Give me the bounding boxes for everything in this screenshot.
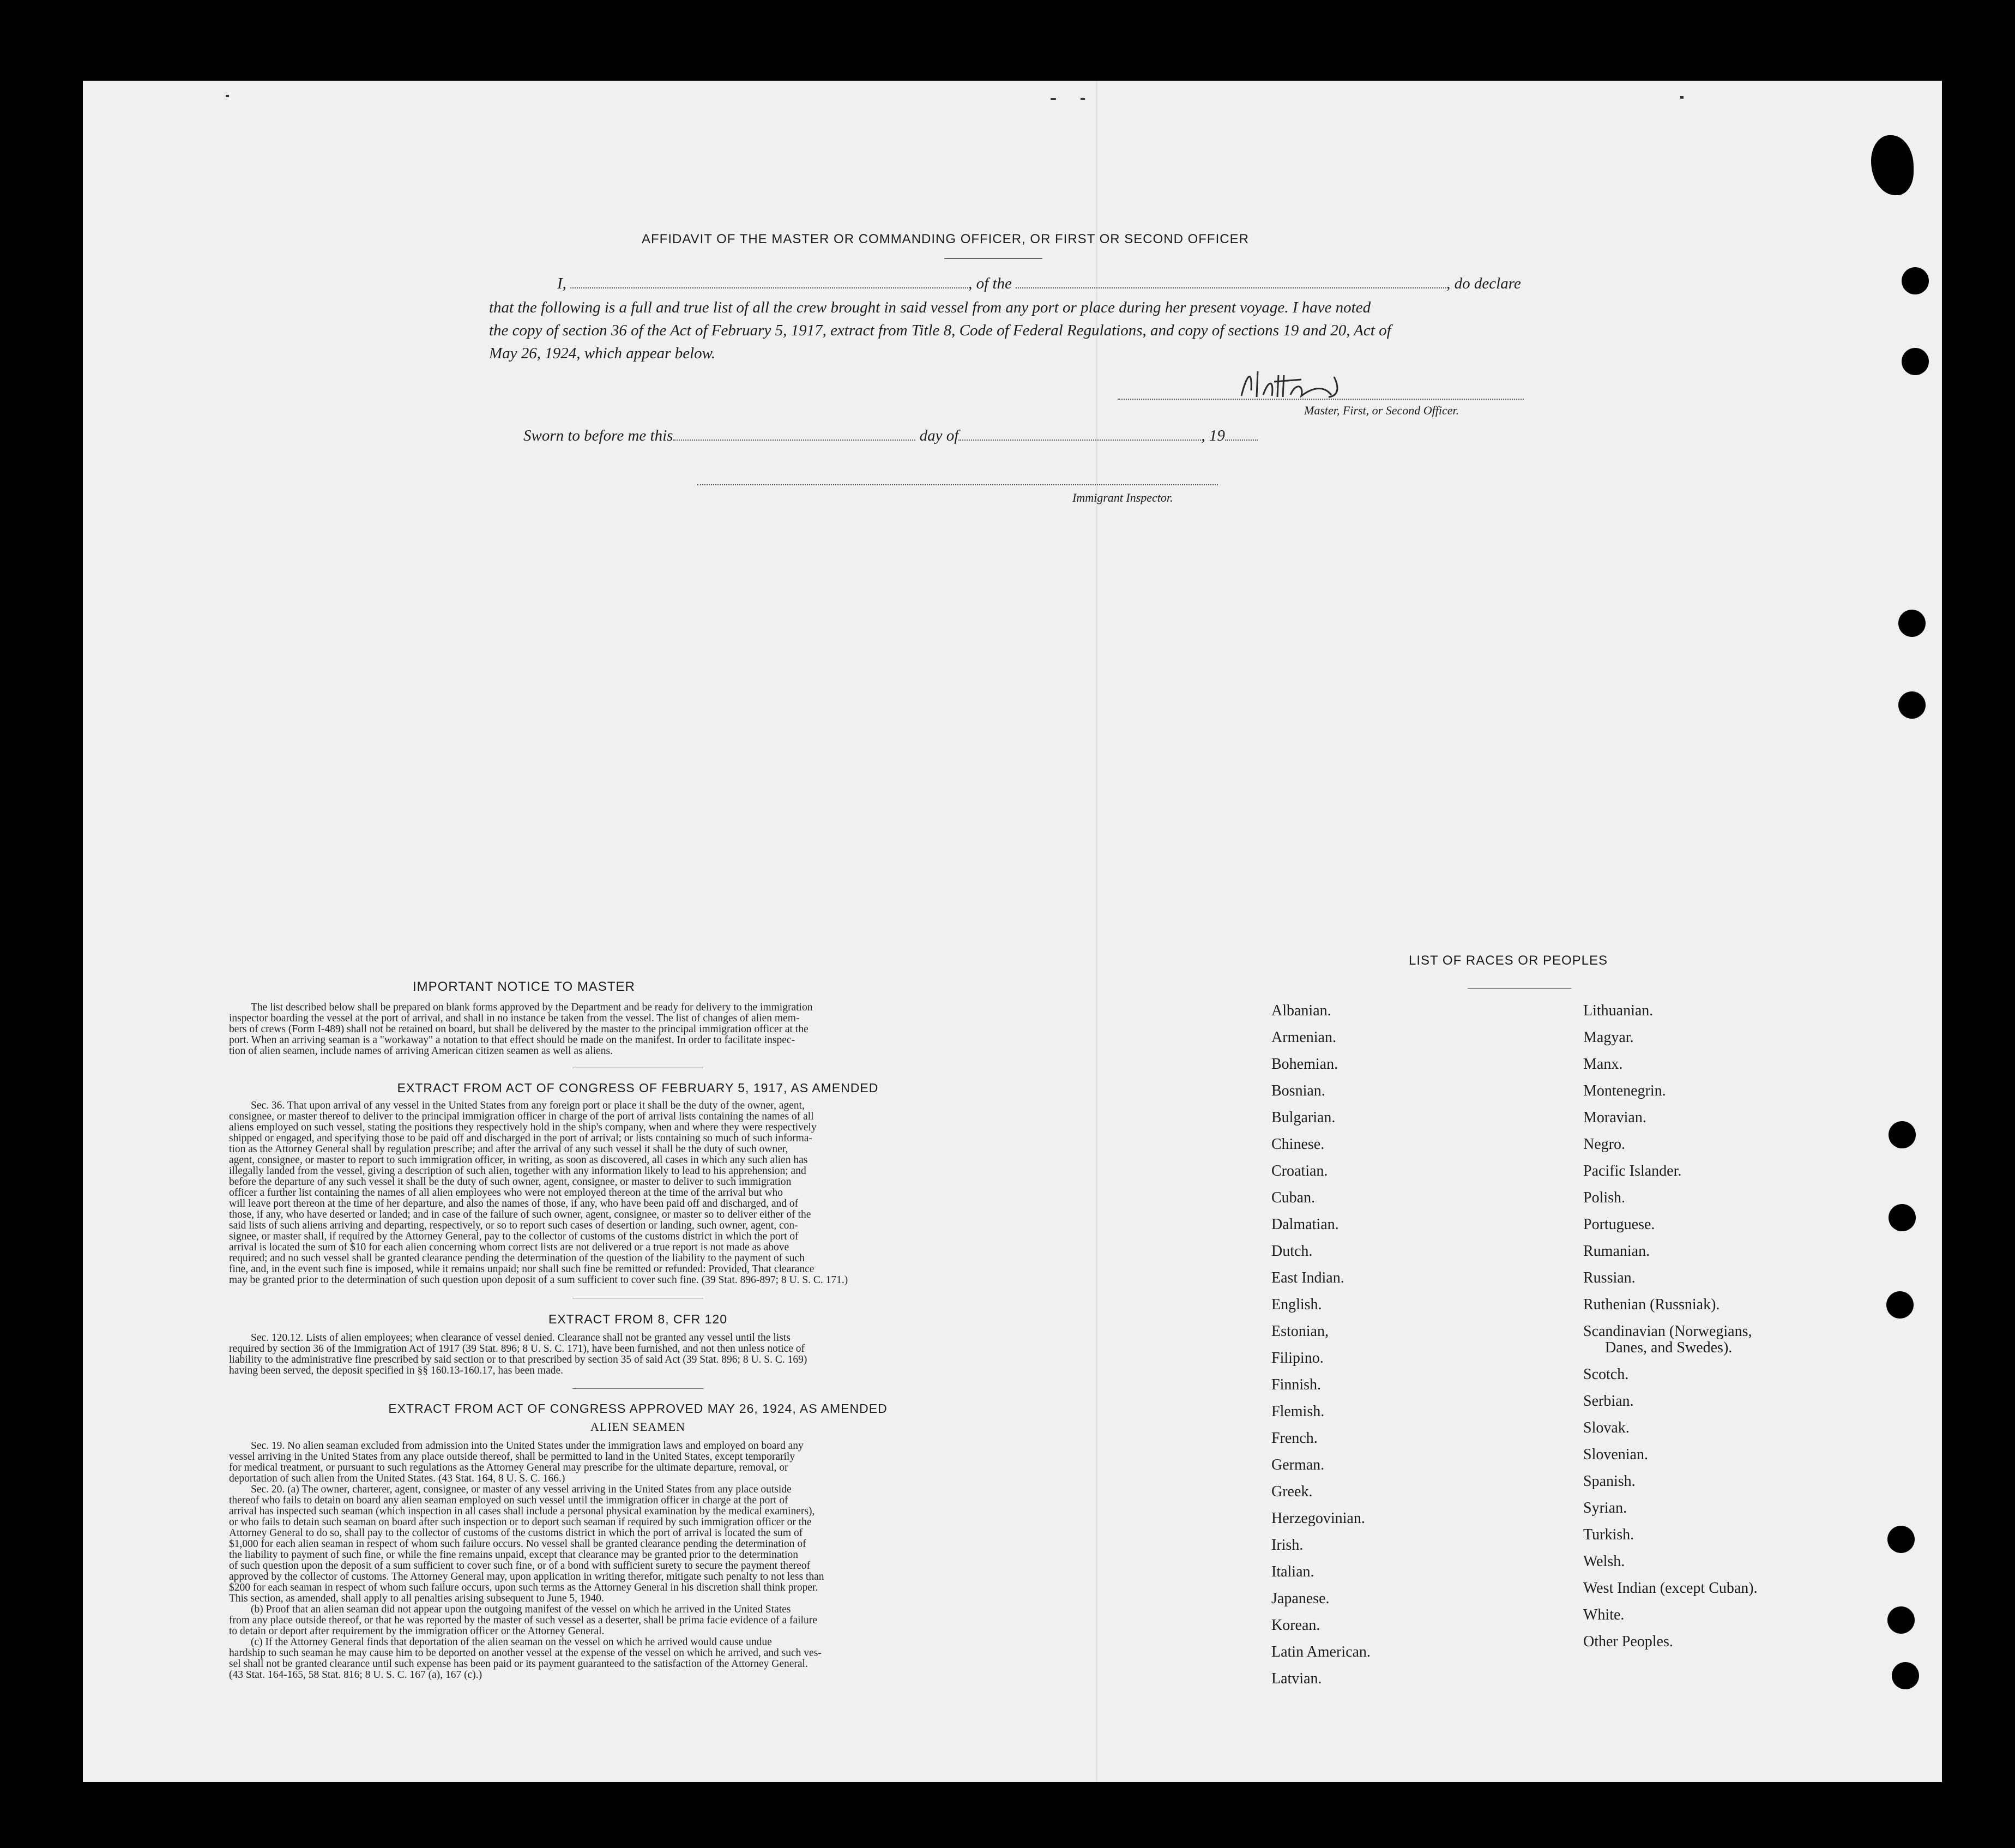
binder-hole (1902, 267, 1929, 294)
race-item: Scotch. (1583, 1366, 1629, 1383)
race-item: Croatian. (1271, 1163, 1328, 1179)
race-item: Montenegrin. (1583, 1082, 1666, 1099)
extract-line: Sec. 19. No alien seaman excluded from admission into the United States under the immigration laws and employed on board any (251, 1440, 804, 1452)
extract-line: (b) Proof that an alien seaman did not appear upon the outgoing manifest of the vessel on which he arrived in the United States (251, 1604, 791, 1615)
race-item: Estonian, (1271, 1323, 1329, 1340)
heading-underline (944, 258, 1042, 259)
extract-line: hardship to such seaman he may cause him to be deported on another vessel at the expense of the vessel on which he arrived, and such ves- (229, 1647, 822, 1659)
extract-line: vessel arriving in the United States from any place outside thereof, shall be permitted to land in the United States, except temporarily (229, 1451, 795, 1462)
race-item: Albanian. (1271, 1002, 1331, 1019)
extract-1924-subheading: ALIEN SEAMEN (590, 1420, 685, 1434)
race-item: Italian. (1271, 1563, 1314, 1580)
extract-cfr-body (229, 1333, 1047, 1376)
binder-hole (1886, 1291, 1914, 1319)
race-item: English. (1271, 1296, 1322, 1313)
extract-line: $1,000 for each alien seaman in respect of whom such failure occurs. No vessel shall be granted clearance pending the determination of (229, 1538, 806, 1550)
notice-body (229, 1002, 1047, 1057)
extract-line: of such question upon the deposit of a sum sufficient to cover such fine, or of a bond with sufficient surety to secure the payment thereof (229, 1560, 811, 1572)
race-item: Armenian. (1271, 1029, 1336, 1046)
race-item: Latvian. (1271, 1670, 1322, 1687)
year-blank[interactable] (1225, 439, 1258, 441)
affidavit-line-1: I, , of the , do declare (557, 275, 1521, 292)
ink-blot (1871, 135, 1914, 195)
race-item: Dutch. (1271, 1243, 1313, 1260)
notice-line: inspector boarding the vessel at the port of arrival, and shall in no instance be taken from the vessel. The list of changes of alien mem- (229, 1013, 800, 1024)
race-item: Spanish. (1583, 1473, 1636, 1490)
affidavit-line-4: May 26, 1924, which appear below. (489, 345, 716, 362)
race-item: Bosnian. (1271, 1082, 1325, 1099)
extract-line: having been served, the deposit specified in §§ 160.13-160.17, has been made. (229, 1365, 564, 1376)
race-item: Scandinavian (Norwegians, (1583, 1323, 1752, 1340)
race-item: Flemish. (1271, 1403, 1325, 1420)
day-blank[interactable] (673, 439, 915, 441)
extract-line: said lists of such aliens arriving and departing, respectively, or so to report such cases of desertion or landing, such owner, agent, con- (229, 1220, 798, 1231)
notice-line: The list described below shall be prepared on blank forms approved by the Department and be ready for delivery to the immigration (251, 1002, 813, 1013)
extract-line: shipped or engaged, and specifying those to be paid off and discharged in the port of arrival; or lists containing so much of such informa- (229, 1133, 812, 1144)
extract-line: thereof who fails to detain on board any alien seaman employed on such vessel until the immigration officer in charge at the port of (229, 1495, 788, 1506)
race-item: Lithuanian. (1583, 1002, 1654, 1019)
extract-line: (c) If the Attorney General finds that deportation of the alien seaman on the vessel on which he arrived would cause undue (251, 1636, 772, 1648)
notice-heading: IMPORTANT NOTICE TO MASTER (413, 979, 635, 994)
race-item: Portuguese. (1583, 1216, 1655, 1233)
scan-speck (1051, 98, 1056, 100)
extract-line: signee, or master shall, if required by the Attorney General, pay to the collector of customs of the customs district in which the port of (229, 1231, 799, 1242)
affidavit-heading: AFFIDAVIT OF THE MASTER OR COMMANDING OFFICER, OR FIRST OR SECOND OFFICER (642, 232, 1249, 246)
race-item: Bohemian. (1271, 1056, 1338, 1073)
name-blank[interactable] (570, 287, 968, 288)
race-item: Other Peoples. (1583, 1633, 1673, 1650)
race-item: West Indian (except Cuban). (1583, 1580, 1758, 1597)
extract-line: Sec. 36. That upon arrival of any vessel in the United States from any foreign port or place it shall be the duty of the owner, agent, (251, 1100, 805, 1111)
race-item: Greek. (1271, 1483, 1313, 1500)
extract-line: arrival is located the sum of $10 for each alien concerning whom correct lists are not delivered or a true report is not made as above (229, 1242, 789, 1253)
race-item: German. (1271, 1456, 1325, 1473)
extract-line: Sec. 120.12. Lists of alien employees; when clearance of vessel denied. Clearance shall not be granted any vessel until the lists (251, 1332, 791, 1344)
binder-hole (1889, 1204, 1916, 1231)
race-item: Slovenian. (1583, 1446, 1648, 1463)
extract-line: required by section 36 of the Immigration Act of 1917 (39 Stat. 896; 8 U. S. C. 171), have been furnished, and not then unless notice of (229, 1343, 805, 1355)
race-item: Chinese. (1271, 1136, 1325, 1153)
race-item: Cuban. (1271, 1189, 1316, 1206)
form-sheet (83, 81, 1942, 1782)
race-item: Moravian. (1583, 1109, 1646, 1126)
extract-line: This section, as amended, shall apply to all penalties arising subsequent to June 5, 1940. (229, 1593, 604, 1604)
extract-line: may be granted prior to the determination of such question upon deposit of a sum sufficient to cover such fine. (39 Stat. 896-897; 8 U. S. C. 171.) (229, 1274, 848, 1286)
vessel-blank[interactable] (1016, 287, 1446, 288)
race-item: Japanese. (1271, 1590, 1330, 1607)
race-item: Turkish. (1583, 1526, 1634, 1543)
extract-line: deportation of such alien from the United States. (43 Stat. 164, 8 U. S. C. 166.) (229, 1473, 565, 1484)
extract-line: agent, consignee, or master to report to such immigration officer, in writing, as soon as discovered, all cases in which any such alien has (229, 1154, 808, 1166)
extract-line: (43 Stat. 164-165, 58 Stat. 816; 8 U. S. C. 167 (a), 167 (c).) (229, 1669, 482, 1681)
extract-line: or who fails to detain such seaman on board after such inspection or to deport such seaman if required by such immigration officer or the (229, 1516, 812, 1528)
notice-line: port. When an arriving seaman is a "workaway" a notation to that effect should be made on the manifest. In order to facilitate inspec- (229, 1034, 795, 1046)
extract-line: consignee, or master thereof to deliver to the principal immigration officer in charge of the port of arrival lists containing the names of all (229, 1111, 814, 1122)
extract-line: from any place outside thereof, or that he was reported by the master of such vessel as a deserter, shall be prima facie evidence of a failure (229, 1615, 817, 1626)
affidavit-line-3: the copy of section 36 of the Act of February 5, 1917, extract from Title 8, Code of Federal Regulations, and copy of sections 19 and 20, Act of (489, 322, 1391, 339)
notice-line: bers of crews (Form I-489) shall not be retained on board, but shall be delivered by the master to the principal immigration officer at the (229, 1024, 809, 1035)
race-item: Manx. (1583, 1056, 1623, 1073)
officer-signature-line[interactable] (1118, 399, 1524, 400)
extract-1917-body (229, 1100, 1047, 1286)
extract-line: liability to the administrative fine prescribed by said section or to that prescribed by section 35 of said Act (39 Stat. 896; 8 U. S. C. 169) (229, 1354, 807, 1365)
scan-speck (226, 95, 229, 97)
race-item: Negro. (1583, 1136, 1625, 1153)
race-item: Serbian. (1583, 1393, 1634, 1410)
extract-line: required; and no such vessel shall be granted clearance pending the determination of the question of the liability to the payment of such (229, 1253, 805, 1264)
race-item: Welsh. (1583, 1553, 1625, 1570)
scan-speck (1680, 96, 1684, 99)
binder-hole (1898, 610, 1926, 637)
extract-line: sel shall not be granted clearance until such expense has been paid or its payment guaranteed to the satisfaction of the Attorney General. (229, 1658, 808, 1670)
extract-1924-heading: EXTRACT FROM ACT OF CONGRESS APPROVED MAY 26, 1924, AS AMENDED (388, 1401, 888, 1416)
inspector-caption: Immigrant Inspector. (1072, 491, 1173, 504)
officer-caption: Master, First, or Second Officer. (1304, 404, 1459, 417)
month-blank[interactable] (958, 439, 1201, 441)
race-item: Polish. (1583, 1189, 1626, 1206)
race-item: Rumanian. (1583, 1243, 1650, 1260)
race-item: Korean. (1271, 1617, 1320, 1634)
extract-line: to detain or deport after requirement by the immigration officer or the Attorney General. (229, 1626, 605, 1637)
binder-hole (1887, 1526, 1915, 1553)
affidavit-line-2: that the following is a full and true list of all the crew brought in said vessel from any port or place during her present voyage. I have noted (489, 299, 1371, 316)
race-item: French. (1271, 1430, 1318, 1447)
extract-line: those, if any, who have deserted or landed; and in case of the failure of such owner, agent, consignee, or master so to deliver either of the (229, 1209, 811, 1220)
race-item: Finnish. (1271, 1376, 1322, 1393)
race-item: Latin American. (1271, 1644, 1371, 1660)
extract-line: the liability to payment of such fine, or while the fine remains unpaid, except that clearance may be granted prior to the determination (229, 1549, 798, 1561)
binder-hole (1889, 1121, 1916, 1148)
extract-line: arrival has inspected such seaman (which inspection in all cases shall include a personal physical examination by the medical examiners), (229, 1506, 815, 1517)
race-item: Ruthenian (Russniak). (1583, 1296, 1720, 1313)
race-item: Herzegovinian. (1271, 1510, 1365, 1527)
extract-line: fine, and, in the event such fine is imposed, while it remains unpaid; nor shall such fine be remitted or refunded: Provided, That clearance (229, 1263, 815, 1275)
race-item: Slovak. (1583, 1419, 1630, 1436)
extract-line: Sec. 20. (a) The owner, charterer, agent, consignee, or master of any vessel arriving in the United States from any place outside (251, 1484, 792, 1495)
inspector-signature-line[interactable] (697, 484, 1218, 485)
race-item: White. (1583, 1606, 1625, 1623)
binder-hole (1892, 1662, 1919, 1689)
extract-1924-body (229, 1441, 1047, 1681)
race-item: Filipino. (1271, 1350, 1324, 1367)
race-item: Magyar. (1583, 1029, 1634, 1046)
extract-line: aliens employed on such vessel, stating the positions they respectively hold in the ship's company, when and where they were respectively (229, 1122, 817, 1133)
extract-cfr-heading: EXTRACT FROM 8, CFR 120 (548, 1312, 728, 1326)
extract-line: Attorney General to do so, shall pay to the collector of customs of the customs district in which the port of arrival is located the sum of (229, 1527, 803, 1539)
binder-hole (1887, 1606, 1915, 1634)
extract-line: will leave port thereon at the time of her departure, and also the names of those, if any, who have been paid off and discharged, and of (229, 1198, 799, 1209)
extract-1917-heading: EXTRACT FROM ACT OF CONGRESS OF FEBRUARY 5, 1917, AS AMENDED (397, 1081, 879, 1095)
notice-line: tion of alien seamen, include names of arriving American citizen seamen as well as aliens. (229, 1045, 613, 1057)
race-item: East Indian. (1271, 1269, 1344, 1286)
extract-line: tion as the Attorney General shall by regulation prescribe; and after the arrival of any such vessel it shall be the duty of such owner, (229, 1143, 788, 1155)
race-item: Syrian. (1583, 1500, 1627, 1516)
extract-line: before the departure of any such vessel it shall be the duty of such owner, agent, consignee, or master to deliver to such immigration (229, 1176, 792, 1188)
race-item: Danes, and Swedes). (1605, 1339, 1733, 1356)
race-item: Russian. (1583, 1269, 1636, 1286)
race-item: Bulgarian. (1271, 1109, 1336, 1126)
scan-speck (1081, 98, 1085, 100)
binder-hole (1902, 348, 1929, 375)
races-heading: LIST OF RACES OR PEOPLES (1409, 953, 1608, 968)
handwritten-signature (1236, 363, 1361, 407)
heading-underline (1468, 988, 1571, 989)
extract-line: approved by the collector of customs. The Attorney General may, upon application in writing therefor, mitigate such penalty to not less than (229, 1571, 824, 1582)
race-item: Dalmatian. (1271, 1216, 1339, 1233)
race-item: Irish. (1271, 1537, 1304, 1554)
extract-line: for medical treatment, or pursuant to such regulations as the Attorney General may prescribe for the ultimate departure, removal, or (229, 1462, 788, 1473)
extract-line: illegally landed from the vessel, giving a description of such alien, together with any information likely to lead to his apprehension; and (229, 1165, 806, 1177)
extract-line: $200 for each seaman in respect of whom such failure occurs, upon such terms as the Attorney General in his discretion shall think proper. (229, 1582, 818, 1593)
sworn-line: Sworn to before me this day of , 19 (523, 427, 1258, 445)
extract-line: officer a further list containing the names of all alien employees who were not employed thereon at the time of the arrival but who (229, 1187, 783, 1199)
section-divider (572, 1388, 703, 1389)
race-item: Pacific Islander. (1583, 1163, 1682, 1179)
binder-hole (1898, 691, 1926, 719)
